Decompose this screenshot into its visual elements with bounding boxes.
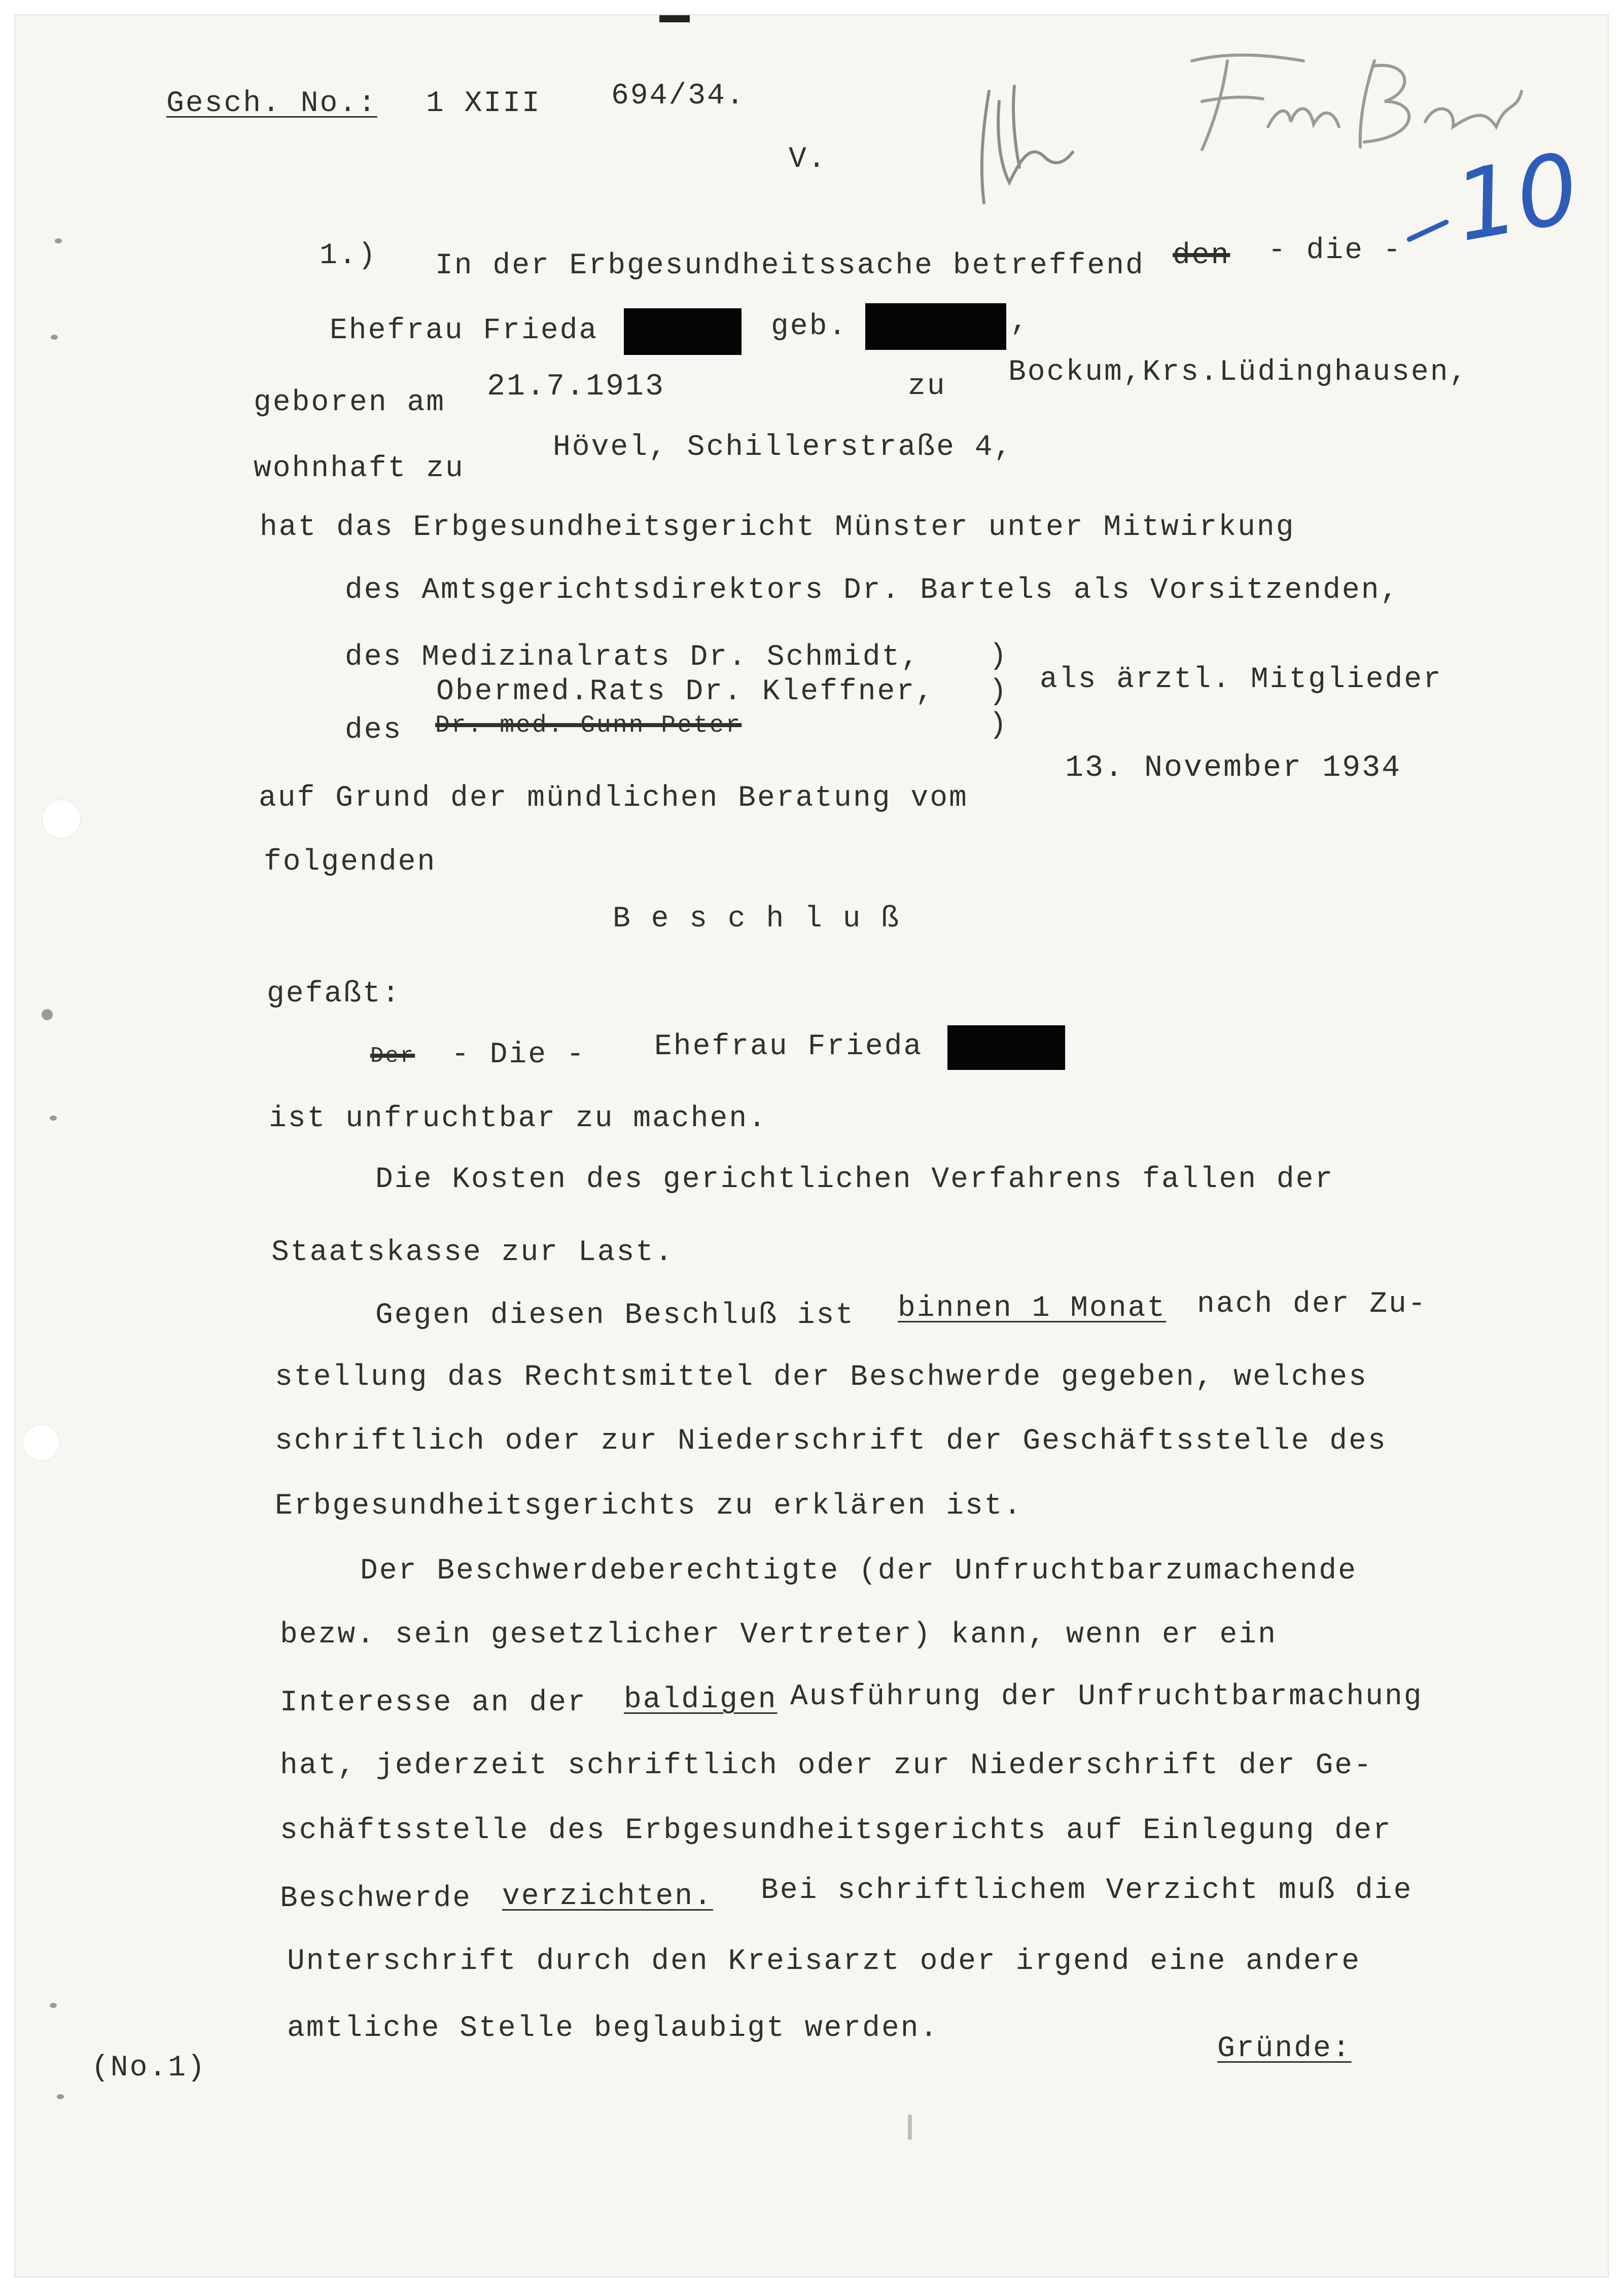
- appeal-p2-l3-a: Interesse an der: [280, 1687, 587, 1719]
- born-zu: zu: [908, 370, 946, 403]
- born-place: Bockum,Krs.Lüdinghausen,: [1008, 356, 1469, 389]
- member-3-prefix: des: [345, 714, 403, 747]
- blue-stroke: [1406, 219, 1450, 242]
- court-line1: hat das Erbgesundheitsgericht Münster unter Mitwirkung: [260, 511, 1295, 544]
- gesch-label: Gesch. No.:: [166, 87, 377, 120]
- document-page: [15, 15, 1608, 2277]
- born-label: geboren am: [254, 386, 446, 419]
- punch-hole-2: [23, 1425, 59, 1460]
- appeal-p1-l4: Erbgesundheitsgerichts zu erklären ist.: [275, 1490, 1023, 1523]
- born-date: 21.7.1913: [487, 370, 665, 404]
- court-line2: des Amtsgerichtsdirektors Dr. Bartels als Vorsitzenden,: [345, 574, 1400, 607]
- appeal-p2-l3-u: baldigen: [624, 1683, 778, 1716]
- subject-name-label: Ehefrau Frieda: [330, 314, 598, 347]
- margin-mark-2: [51, 335, 58, 340]
- appeal-p2-l8: amtliche Stelle beglaubigt werden.: [287, 2012, 939, 2045]
- geb-label: geb.: [771, 310, 848, 343]
- resident-place: Hövel, Schillerstraße 4,: [553, 431, 1013, 464]
- appeal-p1-l1-u: binnen 1 Monat: [898, 1292, 1167, 1325]
- margin-mark-4: [50, 1116, 57, 1121]
- appeal-p2-l2: bezw. sein gesetzlicher Vertreter) kann, wenn er ein: [280, 1619, 1277, 1652]
- basis-line: auf Grund der mündlichen Beratung vom: [259, 782, 968, 815]
- decision-heading: B e s c h l u ß: [613, 903, 901, 936]
- appeal-p2-l3-b: Ausführung der Unfruchtbarmachung: [790, 1680, 1423, 1713]
- decision-die: - Die -: [451, 1038, 586, 1071]
- item-number: 1.): [320, 239, 377, 272]
- redaction-maiden-name: [865, 303, 1006, 350]
- costs-line2: Staatskasse zur Last.: [271, 1236, 674, 1269]
- appeal-p2-l1: Der Beschwerdeberechtigte (der Unfruchtbarzumachende: [360, 1555, 1357, 1588]
- case-number: 694/34.: [611, 80, 746, 113]
- costs-line1: Die Kosten des gerichtlichen Verfahrens fallen der: [375, 1163, 1334, 1196]
- resident-label: wohnhaft zu: [254, 452, 465, 485]
- following: folgenden: [264, 846, 437, 879]
- bracket-1: ): [989, 640, 1008, 673]
- margin-mark-7: [908, 2114, 912, 2140]
- margin-mark-3: [42, 1009, 53, 1020]
- punch-hole-1: [43, 800, 80, 838]
- gefasst: gefaßt:: [267, 978, 401, 1011]
- decision-sterile: ist unfruchtbar zu machen.: [269, 1102, 767, 1135]
- appeal-p2-l6-b: Bei schriftlichem Verzicht muß die: [761, 1874, 1413, 1907]
- comma: ,: [1010, 305, 1030, 338]
- redaction-decision-surname: [947, 1025, 1065, 1070]
- intro-line1-struck: den: [1173, 239, 1230, 272]
- margin-mark-1: [55, 238, 62, 243]
- decision-name: Ehefrau Frieda: [654, 1030, 923, 1063]
- intro-line1-die: - die -: [1268, 234, 1402, 267]
- appeal-p2-l5: schäftsstelle des Erbgesundheitsgerichts auf Einlegung der: [280, 1814, 1392, 1847]
- gruende-heading: Gründe:: [1217, 2032, 1352, 2065]
- appeal-p1-l3: schriftlich oder zur Niederschrift der Geschäftsstelle des: [275, 1425, 1387, 1458]
- v-mark: V.: [789, 143, 827, 176]
- handwritten-initials: [969, 81, 1080, 213]
- margin-mark-6: [57, 2094, 64, 2099]
- gesch-number: 1 XIII: [426, 87, 541, 120]
- top-edge-mark: [659, 15, 690, 22]
- appeal-p2-l7: Unterschrift durch den Kreisarzt oder irgend eine andere: [287, 1945, 1361, 1978]
- intro-line1: In der Erbgesundheitssache betreffend: [435, 249, 1145, 282]
- member-1: des Medizinalrats Dr. Schmidt,: [345, 641, 921, 674]
- appeal-p2-l6-a: Beschwerde: [280, 1882, 472, 1915]
- form-number: (No.1): [91, 2052, 206, 2085]
- handwritten-signature: [1172, 41, 1527, 162]
- decision-struck: Der: [370, 1044, 415, 1069]
- appeal-p2-l4: hat, jederzeit schriftlich oder zur Niederschrift der Ge-: [280, 1749, 1373, 1782]
- bracket-3: ): [989, 709, 1008, 742]
- appeal-p1-l2: stellung das Rechtsmittel der Beschwerde gegeben, welches: [275, 1361, 1368, 1394]
- appeal-p1-l1-b: nach der Zu-: [1197, 1288, 1427, 1321]
- bracket-2: ): [989, 675, 1008, 708]
- appeal-p1-l1-a: Gegen diesen Beschluß ist: [375, 1299, 855, 1332]
- member-3-struck: Dr. med. Gunn Peter: [435, 712, 742, 739]
- page-number: 10: [1446, 131, 1587, 264]
- margin-mark-5: [50, 2003, 57, 2008]
- member-2: Obermed.Rats Dr. Kleffner,: [436, 675, 935, 708]
- redaction-surname: [624, 308, 742, 355]
- hearing-date: 13. November 1934: [1065, 751, 1402, 785]
- appeal-p2-l6-u: verzichten.: [502, 1880, 713, 1913]
- members-role: als ärztl. Mitglieder: [1040, 663, 1442, 696]
